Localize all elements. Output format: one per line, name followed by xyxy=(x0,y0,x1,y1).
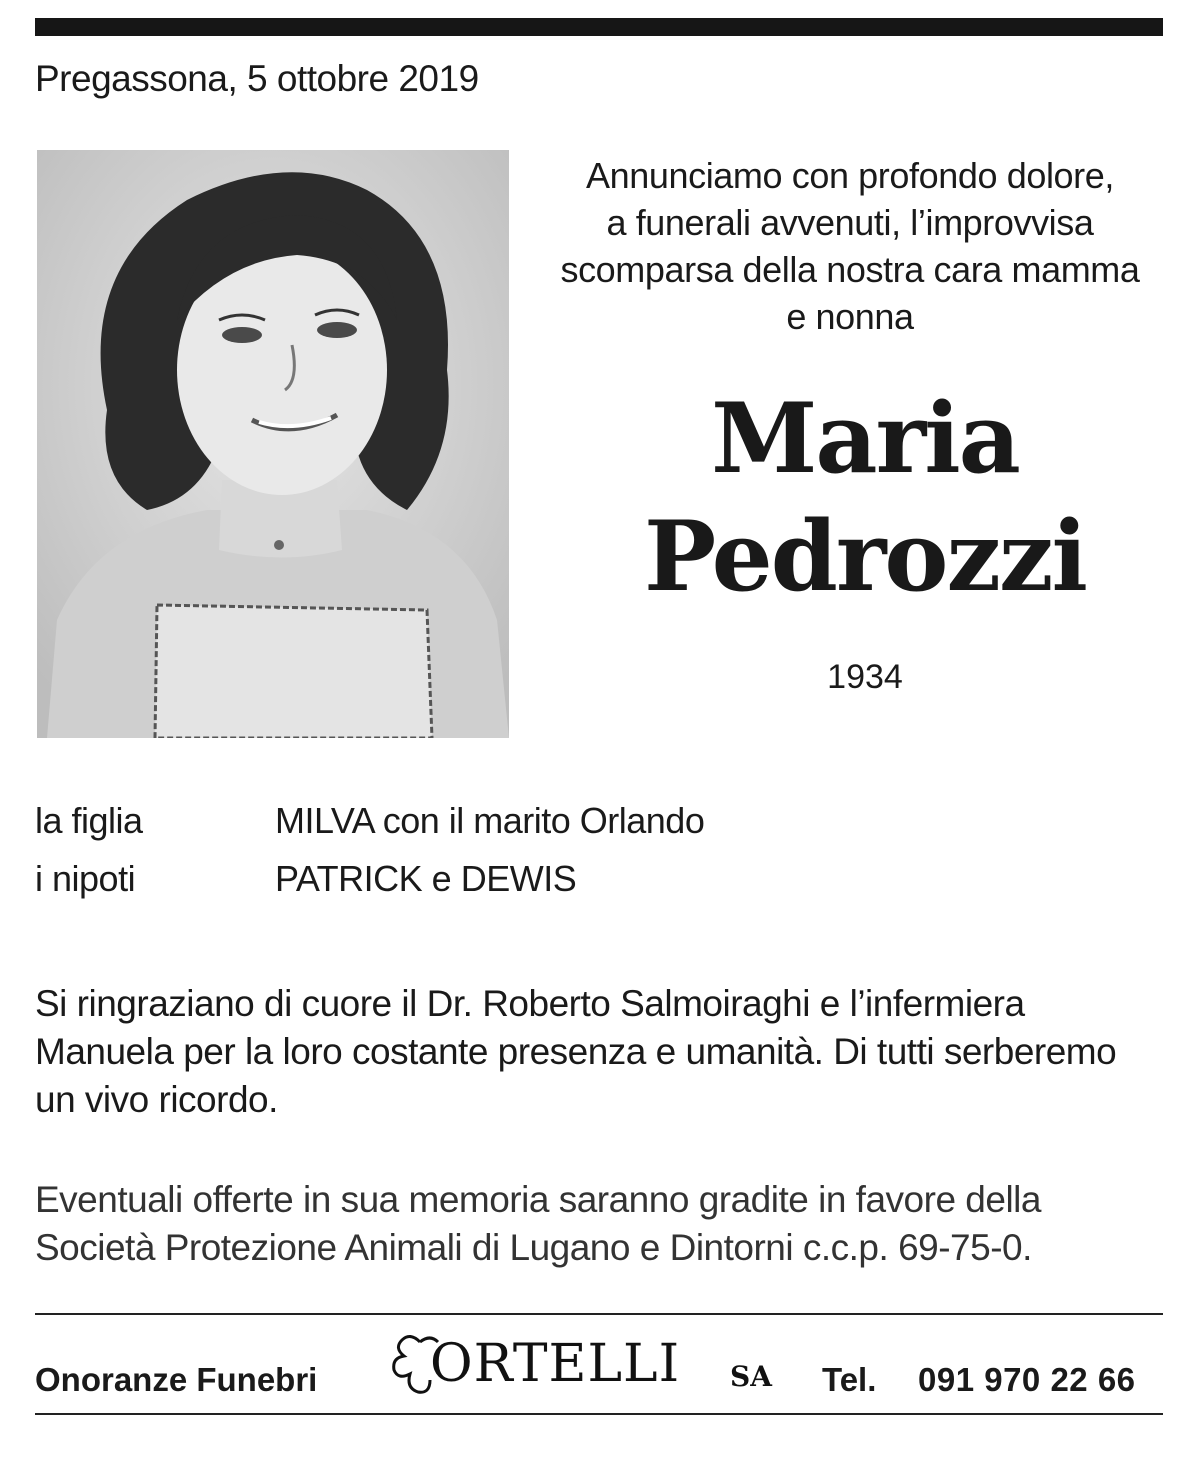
footer-label: Onoranze Funebri xyxy=(35,1361,318,1398)
family-list xyxy=(35,800,704,916)
donation-paragraph xyxy=(35,1176,1165,1272)
tel-number: 091 970 22 66 xyxy=(918,1361,1136,1398)
logo-suffix: SA xyxy=(730,1360,772,1393)
top-rule xyxy=(35,18,1163,36)
announcement-line: Annunciamo con profondo dolore, xyxy=(586,155,1114,196)
tel-label: Tel. xyxy=(822,1361,877,1398)
family-row xyxy=(35,858,704,916)
portrait-photo xyxy=(37,150,509,738)
family-role: i nipoti xyxy=(35,858,136,899)
family-names: MILVA con il marito Orlando xyxy=(275,800,705,841)
family-row xyxy=(35,800,704,858)
footer-bottom-rule xyxy=(35,1413,1163,1415)
family-role: la figlia xyxy=(35,800,143,841)
footer-top-rule xyxy=(35,1313,1163,1315)
thanks-line: un vivo ricordo. xyxy=(35,1079,278,1120)
thanks-line: Manuela per la loro costante presenza e umanità. Di tutti serberemo xyxy=(35,1031,1117,1072)
donation-line: Eventuali offerte in sua memoria saranno gradite in favore della xyxy=(35,1179,1041,1220)
last-name: Pedrozzi xyxy=(644,500,1086,613)
announcement-line: scomparsa della nostra cara mamma xyxy=(560,249,1140,290)
announcement-line: a funerali avvenuti, l’improvvisa xyxy=(606,202,1094,243)
first-name: Maria xyxy=(711,382,1019,495)
announcement-text xyxy=(540,152,1160,340)
thanks-line: Si ringraziano di cuore il Dr. Roberto Salmoiraghi e l’infermiera xyxy=(35,983,1025,1024)
thanks-paragraph xyxy=(35,980,1165,1124)
birth-year: 1934 xyxy=(827,658,903,696)
family-names: PATRICK e DEWIS xyxy=(275,858,577,899)
place-date: Pregassona, 5 ottobre 2019 xyxy=(35,58,479,99)
funeral-home-logo xyxy=(390,1330,790,1410)
donation-line: Società Protezione Animali di Lugano e Dintorni c.c.p. 69-75-0. xyxy=(35,1227,1032,1268)
announcement-line: e nonna xyxy=(786,296,914,337)
logo-text: ORTELLI xyxy=(430,1334,681,1394)
deceased-name xyxy=(540,380,1190,616)
